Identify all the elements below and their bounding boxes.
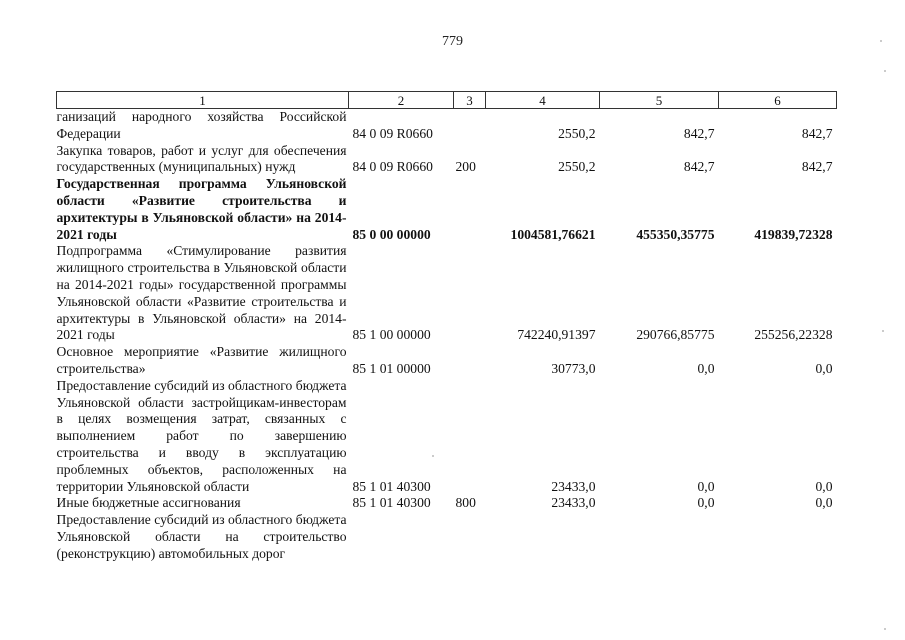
row-value-col6: 0,0 xyxy=(815,360,833,376)
row-name: Иные бюджетные ассигнования xyxy=(56,495,241,511)
column-header-4: 4 xyxy=(486,92,600,109)
table-row xyxy=(57,495,837,512)
scan-artifact xyxy=(884,70,886,72)
budget-table xyxy=(56,91,837,563)
table-row xyxy=(57,109,837,143)
row-value-col6: 0,0 xyxy=(815,478,833,494)
row-value-col5: 842,7 xyxy=(683,125,715,141)
scan-artifact xyxy=(880,40,882,42)
scan-artifact xyxy=(884,628,886,630)
column-header-6: 6 xyxy=(719,92,837,109)
row-name: Предоставление субсидий из областного бюджета Ульяновской области на строительство (реконструкцию) автомобильных дорог xyxy=(56,512,347,561)
row-value-col5 xyxy=(600,512,719,562)
table-row xyxy=(57,344,837,378)
row-code: 84 0 09 R0660 xyxy=(352,125,433,141)
row-name: Основное мероприятие «Развитие жилищного строительства» xyxy=(56,344,347,376)
row-value-col5: 842,7 xyxy=(683,159,715,175)
row-name: Предоставление субсидий из областного бюджета Ульяновской области застройщикам-инвесторам в целях возмещения затрат, связанных с выполнением работ по завершению строительства и вводу в эксплуатацию проблемных объектов, расположенных на территории Ульяновской области xyxy=(56,377,347,494)
table-row xyxy=(57,243,837,344)
row-code: 84 0 09 R0660 xyxy=(352,159,433,175)
column-header-3: 3 xyxy=(454,92,486,109)
row-value-col6: 255256,22328 xyxy=(754,327,833,343)
row-expense-type xyxy=(454,243,486,344)
row-value-col5: 0,0 xyxy=(697,360,715,376)
row-code: 85 1 01 40300 xyxy=(352,478,431,494)
row-expense-type: 800 xyxy=(455,495,476,511)
row-code xyxy=(349,512,454,562)
row-value-col4: 1004581,76621 xyxy=(510,226,596,242)
row-name: Закупка товаров, работ и услуг для обеспечения государственных (муниципальных) нужд xyxy=(56,142,347,175)
row-value-col4: 2550,2 xyxy=(558,159,596,175)
row-value-col4: 23433,0 xyxy=(551,478,596,494)
row-value-col4 xyxy=(486,512,600,562)
row-expense-type: 200 xyxy=(455,159,476,175)
row-value-col4: 2550,2 xyxy=(558,125,596,141)
row-value-col6: 419839,72328 xyxy=(754,226,833,242)
row-code: 85 1 00 00000 xyxy=(352,327,431,343)
row-code: 85 1 01 40300 xyxy=(352,495,431,511)
row-value-col6: 842,7 xyxy=(801,125,833,141)
table-row xyxy=(57,378,837,496)
row-value-col4: 23433,0 xyxy=(551,495,596,511)
row-code: 85 1 01 00000 xyxy=(352,360,431,376)
table-row xyxy=(57,512,837,562)
row-value-col5: 0,0 xyxy=(697,478,715,494)
column-header-5: 5 xyxy=(600,92,719,109)
column-header-2: 2 xyxy=(349,92,454,109)
scan-artifact xyxy=(882,330,884,332)
header-row xyxy=(57,92,837,109)
row-value-col5: 455350,35775 xyxy=(636,226,715,242)
table-header xyxy=(57,92,837,109)
row-name: ганизаций народного хозяйства Российской Федерации xyxy=(56,109,347,141)
row-expense-type xyxy=(454,344,486,378)
row-value-col6: 0,0 xyxy=(815,495,833,511)
table-row-program xyxy=(57,176,837,243)
table-body xyxy=(57,109,837,563)
row-value-col6: 842,7 xyxy=(801,159,833,175)
row-value-col5: 290766,85775 xyxy=(636,327,715,343)
page-number: 779 xyxy=(442,34,463,49)
row-value-col5: 0,0 xyxy=(697,495,715,511)
row-value-col4: 30773,0 xyxy=(551,360,596,376)
row-value-col6 xyxy=(719,512,837,562)
row-expense-type xyxy=(454,176,486,243)
row-name: Государственная программа Ульяновской области «Развитие строительства и архитектуры в Ульяновской области» на 2014-2021 годы xyxy=(56,176,347,242)
column-header-1: 1 xyxy=(57,92,349,109)
row-name: Подпрограмма «Стимулирование развития жилищного строительства в Ульяновской области на 2014-2021 годы» государственной программы Ульяновской области «Развитие строительства и архитектуры в Ульяновской области» на 2014-2021 годы xyxy=(56,243,347,343)
scan-artifact xyxy=(432,455,434,457)
row-value-col4: 742240,91397 xyxy=(517,327,596,343)
row-expense-type xyxy=(454,512,486,562)
row-expense-type xyxy=(454,109,486,143)
table-row xyxy=(57,143,837,177)
row-expense-type xyxy=(454,378,486,496)
row-code: 85 0 00 00000 xyxy=(352,226,431,242)
